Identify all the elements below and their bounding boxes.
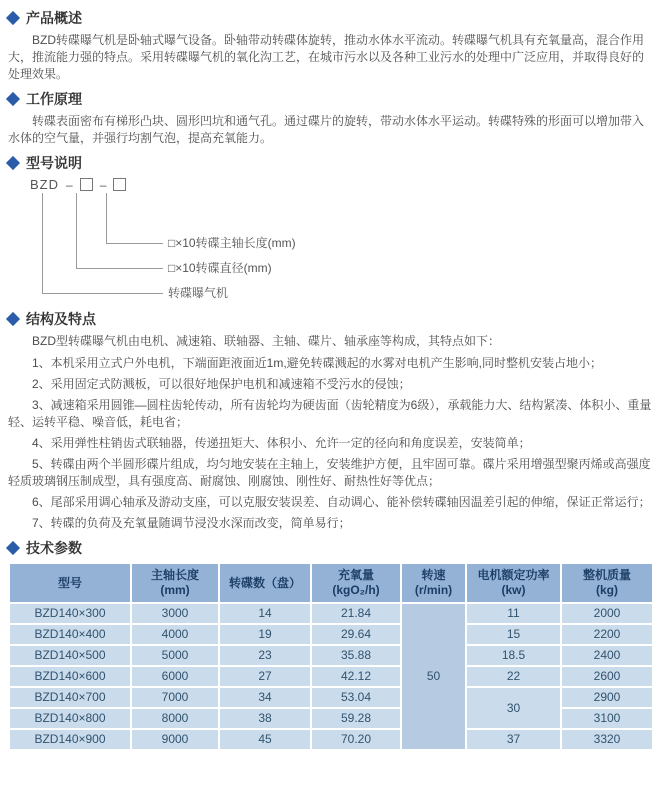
table-row [9, 645, 653, 666]
table-cell: 19 [219, 624, 311, 645]
section-title: 技术参数 [26, 540, 82, 556]
column-header: 充氧量 (kgO₂/h) [311, 563, 401, 603]
feature-item-5: 5、转碟由两个半圆形碟片组成，均匀地安装在主轴上，安装维护方便，且牢固可靠。碟片采用增强型聚丙烯或高强度轻质玻璃钢压制成型，具有强度高、耐腐蚀、刚腐蚀、刚性好、耐热性好等优点； [8, 457, 651, 488]
column-header: 主轴长度 (mm) [131, 563, 219, 603]
feature-item-1: 1、本机采用立式户外电机，下端面距液面近1m,避免转碟溅起的水雾对电机产生影响,同时整机安装占地小； [32, 356, 603, 370]
column-header: 整机质量 (kg) [561, 563, 653, 603]
connector-line-machine-name [42, 193, 163, 294]
table-cell: 38 [219, 708, 311, 729]
feature-item-6: 6、尾部采用调心轴承及游动支座，可以克服安装误差、自动调心、能补偿转碟轴因温差引起的伸缩，保证正常运行； [32, 495, 651, 509]
model-placeholder-box [113, 178, 126, 191]
diamond-bullet-icon [6, 541, 20, 555]
feature-item-7: 7、转碟的负荷及充氧量随调节浸没水深而改变，简单易行； [32, 516, 351, 530]
section-title: 产品概述 [26, 10, 82, 26]
table-cell: 30 [466, 687, 561, 729]
table-cell: BZD140×800 [9, 708, 131, 729]
model-code-diagram [30, 177, 652, 303]
diamond-bullet-icon [6, 11, 20, 25]
table-cell: 2600 [561, 666, 653, 687]
table-cell: 2200 [561, 624, 653, 645]
table-cell: 35.88 [311, 645, 401, 666]
column-header: 型号 [9, 563, 131, 603]
specs-table-head-row [9, 563, 653, 603]
model-code [30, 177, 126, 192]
diamond-bullet-icon [6, 312, 20, 326]
specs-table-body [9, 603, 653, 750]
specs-table [8, 562, 654, 751]
table-cell: 4000 [131, 624, 219, 645]
table-cell: BZD140×500 [9, 645, 131, 666]
model-code-dash: – [99, 177, 107, 192]
section-heading-overview [8, 8, 652, 28]
principle-paragraph: 转碟表面密布有梯形凸块、圆形凹坑和通气孔。通过碟片的旋转，带动水体水平运动。转碟特殊的形面可以增加带入水体的空气量，并强行均割气泡，提高充氧能力。 [8, 114, 645, 145]
table-cell: 5000 [131, 645, 219, 666]
table-cell: 50 [401, 603, 466, 750]
table-cell: 3320 [561, 729, 653, 750]
table-cell: 53.04 [311, 687, 401, 708]
model-label-disc-diameter: □×10转碟直径(mm) [168, 261, 272, 275]
feature-item-2: 2、采用固定式防溅板，可以很好地保护电机和减速箱不受污水的侵蚀； [32, 377, 411, 391]
model-label-machine-name: 转碟曝气机 [168, 286, 229, 300]
table-cell: 3000 [131, 603, 219, 624]
table-row [9, 603, 653, 624]
table-row [9, 624, 653, 645]
model-placeholder-box [80, 178, 93, 191]
feature-item-3: 3、减速箱采用圆锥—圆柱齿轮传动，所有齿轮均为硬齿面（齿轮精度为6级），承载能力大、结构紧凑、体积小、重量轻、运转平稳、噪音低，耗电省； [8, 398, 652, 429]
table-cell: 2000 [561, 603, 653, 624]
table-row [9, 729, 653, 750]
table-cell: 7000 [131, 687, 219, 708]
table-cell: BZD140×900 [9, 729, 131, 750]
table-cell: 11 [466, 603, 561, 624]
section-heading-principle [8, 89, 652, 109]
table-row [9, 687, 653, 708]
features-intro: BZD型转碟曝气机由电机、减速箱、联轴器、主轴、碟片、轴承座等构成，其特点如下： [32, 334, 501, 348]
diamond-bullet-icon [6, 92, 20, 106]
table-cell: 3100 [561, 708, 653, 729]
section-heading-features [8, 309, 652, 329]
model-code-dash: – [66, 177, 73, 192]
table-cell: 45 [219, 729, 311, 750]
table-cell: BZD140×300 [9, 603, 131, 624]
table-cell: 42.12 [311, 666, 401, 687]
table-cell: 6000 [131, 666, 219, 687]
table-cell: BZD140×600 [9, 666, 131, 687]
section-title: 工作原理 [26, 91, 82, 107]
diamond-bullet-icon [6, 156, 20, 170]
table-cell: 2400 [561, 645, 653, 666]
section-heading-model [8, 153, 652, 173]
model-label-shaft-length: □×10转碟主轴长度(mm) [168, 236, 296, 250]
table-cell: 34 [219, 687, 311, 708]
table-cell: 9000 [131, 729, 219, 750]
table-cell: 37 [466, 729, 561, 750]
table-cell: 70.20 [311, 729, 401, 750]
section-heading-specs [8, 538, 652, 558]
section-title: 结构及特点 [26, 311, 96, 327]
table-cell: BZD140×400 [9, 624, 131, 645]
table-cell: 14 [219, 603, 311, 624]
table-cell: 29.64 [311, 624, 401, 645]
column-header: 电机额定功率 (kw) [466, 563, 561, 603]
table-cell: 59.28 [311, 708, 401, 729]
model-code-prefix: BZD [30, 177, 59, 192]
table-cell: 23 [219, 645, 311, 666]
table-cell: 18.5 [466, 645, 561, 666]
features-list [8, 333, 652, 532]
table-cell: 2900 [561, 687, 653, 708]
column-header: 转速 (r/min) [401, 563, 466, 603]
table-cell: 15 [466, 624, 561, 645]
table-cell: 21.84 [311, 603, 401, 624]
table-cell: BZD140×700 [9, 687, 131, 708]
table-cell: 22 [466, 666, 561, 687]
section-title: 型号说明 [26, 155, 82, 171]
table-row [9, 666, 653, 687]
table-cell: 27 [219, 666, 311, 687]
overview-paragraph: BZD转碟曝气机是卧轴式曝气设备。卧轴带动转碟体旋转，推动水体水平流动。转碟曝气机具有充氧量高，混合作用大，推流能力强的特点。采用转碟曝气机的氧化沟工艺，在城市污水以及各种工业污水的处理中广泛应用，并取得良好的处理效果。 [8, 33, 645, 81]
table-cell: 8000 [131, 708, 219, 729]
feature-item-4: 4、采用弹性柱销齿式联轴器，传递扭矩大、体积小、允许一定的径向和角度误差，安装简单； [32, 436, 531, 450]
column-header: 转碟数（盘） [219, 563, 311, 603]
